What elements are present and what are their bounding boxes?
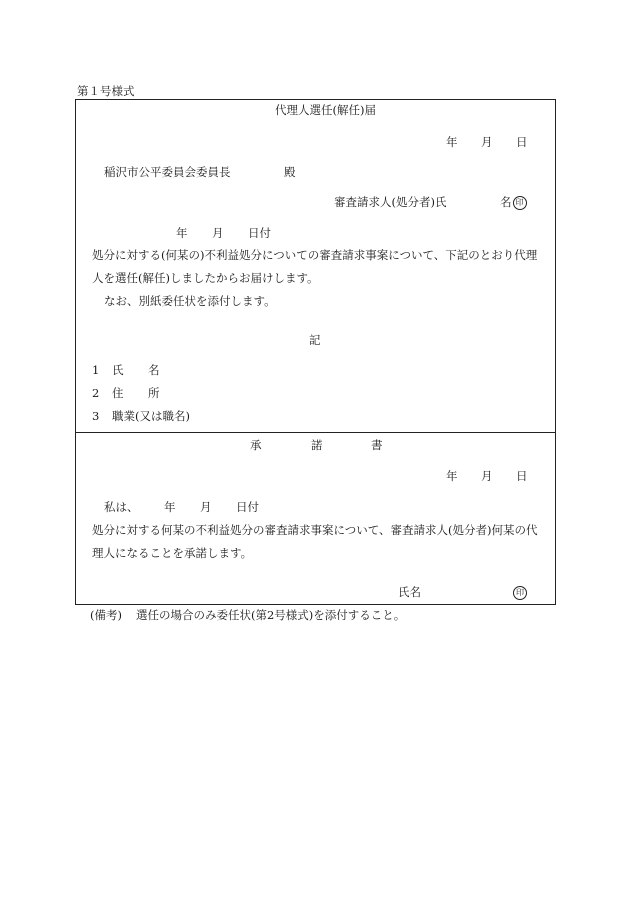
intro-prefix: 私は、 xyxy=(104,500,139,514)
date-year: 年 xyxy=(446,135,458,149)
signature-label: 氏名 xyxy=(398,585,421,599)
acceptance-title-char: 諾 xyxy=(311,438,323,452)
form-label: 第１号様式 xyxy=(77,84,135,98)
item-number: 3 xyxy=(92,409,100,423)
appointment-body-line-1: 処分に対する(何某の)不利益処分についての審査請求事案について、下記のとおり代理 xyxy=(92,248,538,262)
requester-label: 審査請求人(処分者)氏 xyxy=(334,195,447,209)
ki-heading: 記 xyxy=(309,333,321,347)
acceptance-title-char: 承 xyxy=(250,438,262,452)
seal-mark: 印 xyxy=(513,196,527,210)
note-label: (備考) xyxy=(90,608,122,622)
addressee-name: 稲沢市公平委員会委員長 xyxy=(104,165,231,179)
appointment-form-box xyxy=(75,99,556,433)
disposition-month: 月 xyxy=(212,226,224,240)
item-label-a: 氏 xyxy=(112,363,124,377)
item-number: 2 xyxy=(92,386,100,400)
date-day: 日 xyxy=(516,135,528,149)
acceptance-body-line-1: 処分に対する何某の不利益処分の審査請求事案について、審査請求人(処分者)何某の代 xyxy=(92,523,538,537)
item-label-b: 名 xyxy=(148,363,160,377)
appointment-body-line-3: なお、別紙委任状を添付します。 xyxy=(104,294,276,308)
disposition-day-suffix: 日付 xyxy=(248,226,271,240)
note-text: 選任の場合のみ委任状(第2号様式)を添付すること。 xyxy=(136,608,406,622)
date-year: 年 xyxy=(446,469,458,483)
date-month: 月 xyxy=(481,135,493,149)
seal-mark: 印 xyxy=(513,586,527,600)
disposition-year: 年 xyxy=(176,226,188,240)
signature-seal xyxy=(512,585,527,600)
addressee-honorific: 殿 xyxy=(284,165,296,179)
item-label-a: 住 xyxy=(112,386,124,400)
acceptance-title-char: 書 xyxy=(371,438,383,452)
acceptance-form-box xyxy=(75,432,556,605)
item-label-a: 職業(又は職名) xyxy=(112,409,190,423)
acceptance-body-line-2: 理人になることを承諾します。 xyxy=(92,546,253,560)
item-number: 1 xyxy=(92,363,100,377)
intro-year: 年 xyxy=(164,500,176,514)
appointment-body-line-2: 人を選任(解任)しましたからお届けします。 xyxy=(92,271,319,285)
date-month: 月 xyxy=(481,469,493,483)
appointment-title: 代理人選任(解任)届 xyxy=(275,103,376,117)
intro-month: 月 xyxy=(200,500,212,514)
requester-name-suffix: 名 印 xyxy=(500,195,527,210)
date-day: 日 xyxy=(516,469,528,483)
intro-day-suffix: 日付 xyxy=(236,500,259,514)
item-label-b: 所 xyxy=(148,386,160,400)
